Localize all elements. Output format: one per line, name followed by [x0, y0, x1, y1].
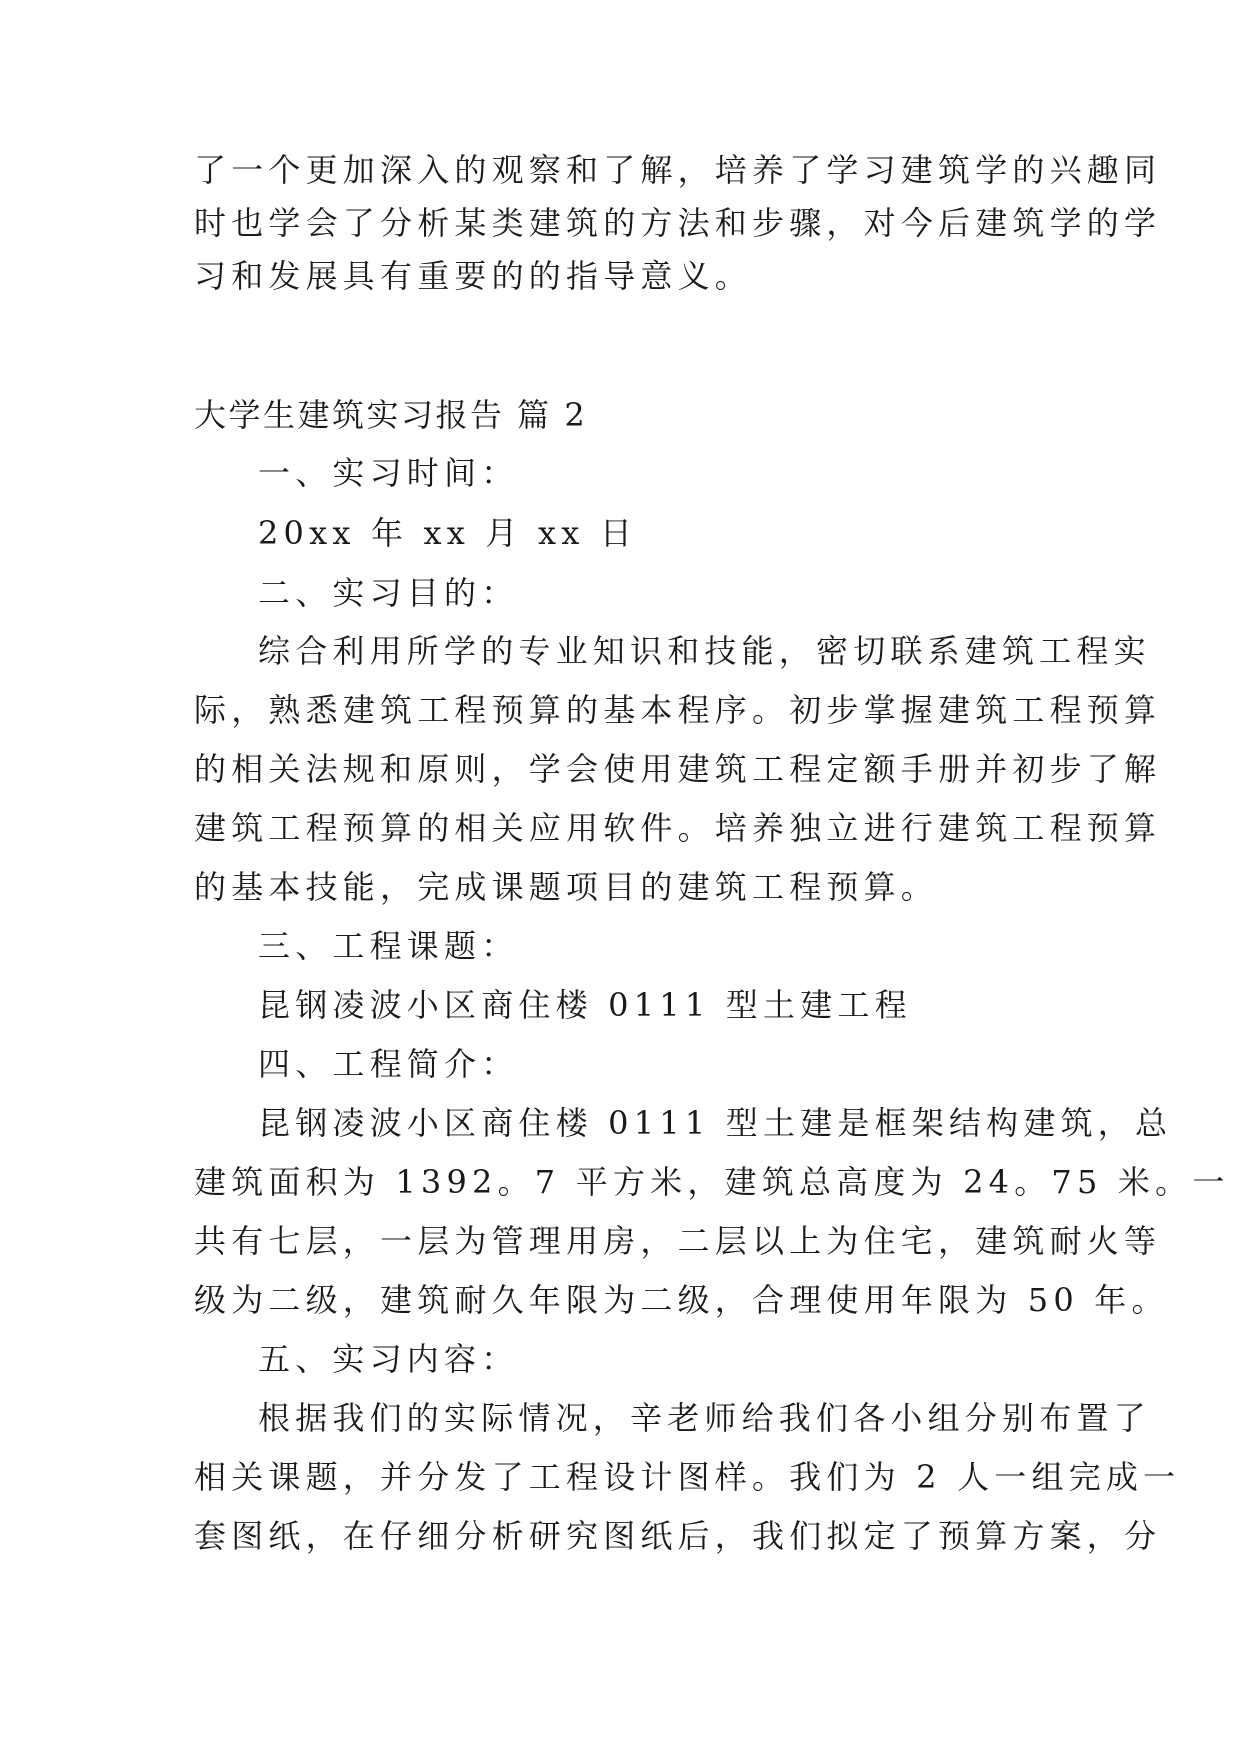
paragraph-line: 相关课题，并分发了工程设计图样。我们为 2 人一组完成一 — [194, 1458, 1181, 1496]
paragraph-line: 的相关法规和原则，学会使用建筑工程定额手册并初步了解 — [194, 750, 1162, 788]
section-title: 大学生建筑实习报告 篇 2 — [194, 396, 588, 434]
section-heading: 一、实习时间： — [258, 454, 519, 492]
paragraph-line: 际，熟悉建筑工程预算的基本程序。初步掌握建筑工程预算 — [194, 691, 1162, 729]
section-heading: 二、实习目的： — [258, 574, 519, 612]
paragraph-line: 昆钢凌波小区商住楼 0111 型土建是框架结构建筑，总 — [258, 1104, 1173, 1142]
paragraph-line: 根据我们的实际情况，辛老师给我们各小组分别布置了 — [258, 1399, 1151, 1437]
paragraph-line: 综合利用所学的专业知识和技能，密切联系建筑工程实 — [258, 632, 1151, 670]
paragraph-line: 昆钢凌波小区商住楼 0111 型土建工程 — [258, 986, 912, 1024]
paragraph-line: 共有七层，一层为管理用房，二层以上为住宅，建筑耐火等 — [194, 1222, 1162, 1260]
paragraph-line: 的基本技能，完成课题项目的建筑工程预算。 — [194, 868, 939, 906]
paragraph-line: 套图纸，在仔细分析研究图纸后，我们拟定了预算方案，分 — [194, 1517, 1162, 1555]
paragraph-line: 20xx 年 xx 月 xx 日 — [258, 514, 638, 552]
paragraph-line: 级为二级，建筑耐久年限为二级，合理使用年限为 50 年。 — [194, 1281, 1169, 1319]
paragraph-line: 了一个更加深入的观察和了解，培养了学习建筑学的兴趣同 — [194, 151, 1162, 189]
paragraph-line: 习和发展具有重要的的指导意义。 — [194, 257, 753, 295]
paragraph-line: 时也学会了分析某类建筑的方法和步骤，对今后建筑学的学 — [194, 204, 1162, 242]
section-heading: 四、工程简介： — [258, 1045, 519, 1083]
section-heading: 五、实习内容： — [258, 1340, 519, 1378]
paragraph-line: 建筑工程预算的相关应用软件。培养独立进行建筑工程预算 — [194, 809, 1162, 847]
section-heading: 三、工程课题： — [258, 927, 519, 965]
paragraph-line: 建筑面积为 1392。7 平方米，建筑总高度为 24。75 米。一 — [194, 1163, 1230, 1201]
